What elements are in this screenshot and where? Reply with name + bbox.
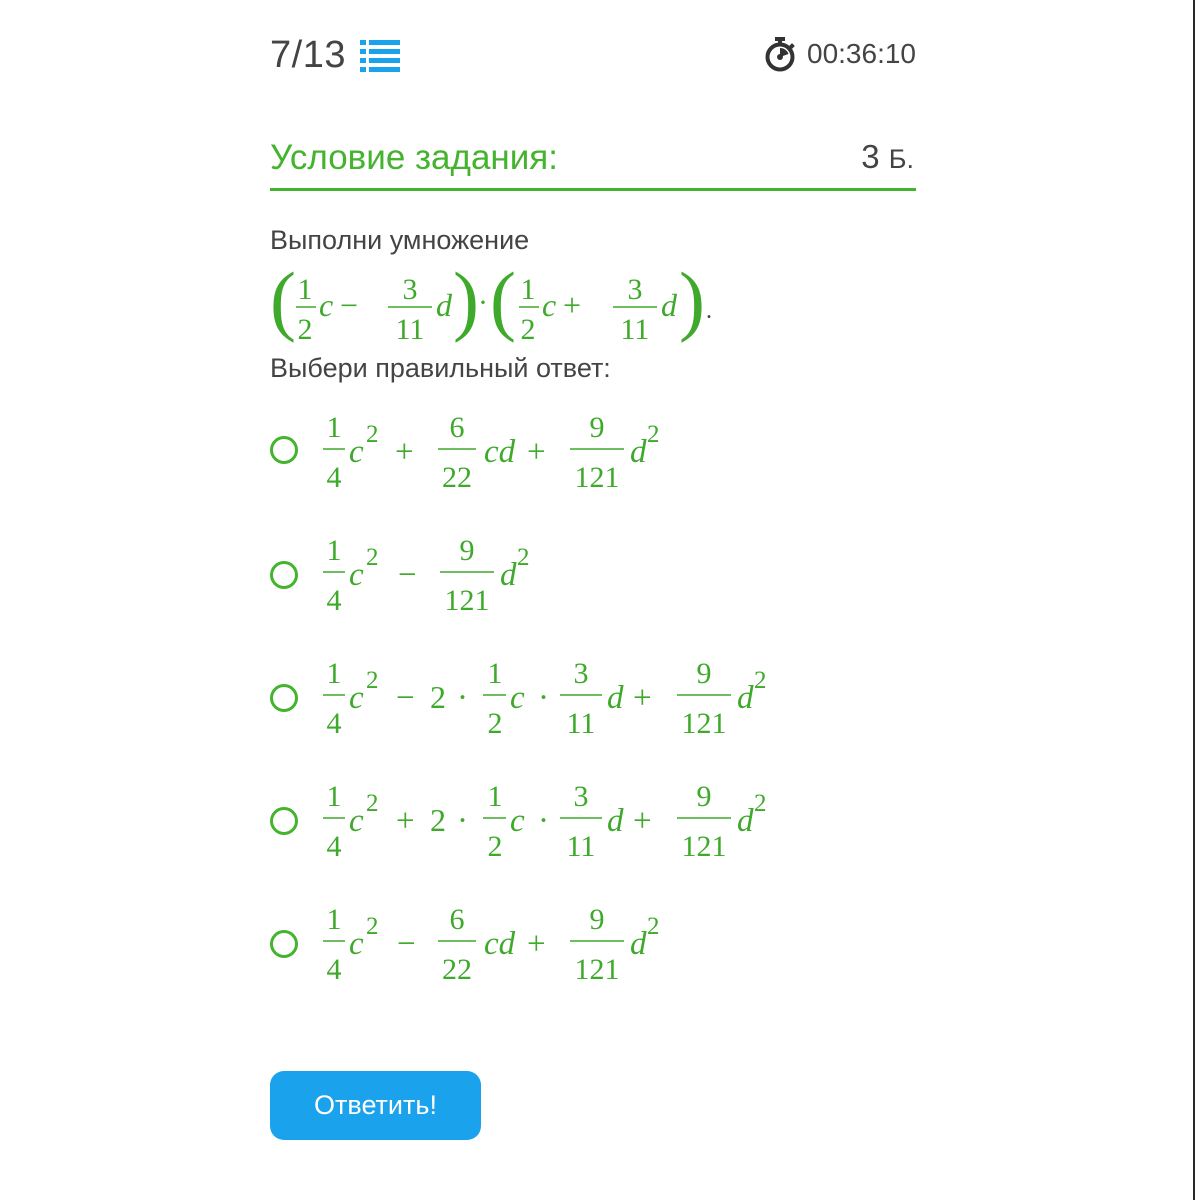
svg-text:2: 2 <box>366 421 379 448</box>
svg-text:cd: cd <box>484 434 516 470</box>
svg-text:(: ( <box>270 262 296 343</box>
svg-text:121: 121 <box>574 953 620 986</box>
svg-text:4: 4 <box>326 707 342 740</box>
svg-text:+: + <box>633 803 652 839</box>
svg-text:·: · <box>457 803 468 839</box>
svg-text:·: · <box>478 286 488 319</box>
svg-text:3: 3 <box>402 273 418 306</box>
answer-option-2[interactable] <box>270 533 570 623</box>
svg-text:3: 3 <box>573 780 589 813</box>
svg-text:121: 121 <box>681 707 727 740</box>
svg-text:+: + <box>633 680 652 716</box>
svg-text:1: 1 <box>326 903 342 936</box>
svg-text:2: 2 <box>430 679 446 715</box>
svg-text:): ) <box>679 262 705 343</box>
svg-text:4: 4 <box>326 830 342 863</box>
svg-text:c: c <box>349 557 364 593</box>
svg-text:·: · <box>538 680 549 716</box>
svg-text:1: 1 <box>326 780 342 813</box>
svg-text:121: 121 <box>444 584 490 617</box>
svg-text:+: + <box>563 287 582 323</box>
progress-counter: 7/13 <box>270 34 346 76</box>
svg-text:d: d <box>607 803 624 839</box>
svg-text:1: 1 <box>487 657 503 690</box>
svg-text:9: 9 <box>696 780 712 813</box>
svg-text:3: 3 <box>627 273 643 306</box>
svg-text:1: 1 <box>297 273 313 306</box>
svg-text:d: d <box>436 287 452 323</box>
stopwatch-icon <box>763 36 797 72</box>
svg-text:c: c <box>349 926 364 962</box>
svg-text:c: c <box>349 434 364 470</box>
svg-text:9: 9 <box>589 903 605 936</box>
svg-text:2: 2 <box>297 313 313 346</box>
svg-text:3: 3 <box>573 657 589 690</box>
svg-text:2: 2 <box>366 667 379 694</box>
radio-button[interactable] <box>270 436 298 464</box>
svg-text:4: 4 <box>326 953 342 986</box>
svg-text:121: 121 <box>681 830 727 863</box>
task-expression <box>270 262 740 354</box>
svg-text:2: 2 <box>754 667 767 694</box>
svg-text:2: 2 <box>517 544 530 571</box>
svg-text:2: 2 <box>366 790 379 817</box>
radio-button[interactable] <box>270 930 298 958</box>
svg-text:2: 2 <box>647 421 660 448</box>
svg-text:c: c <box>349 803 364 839</box>
task-instruction: Выполни умножение <box>270 225 530 255</box>
svg-text:2: 2 <box>520 313 536 346</box>
choose-answer-text: Выбери правильный ответ: <box>270 353 611 383</box>
svg-text:−: − <box>340 287 359 323</box>
svg-text:d: d <box>737 803 754 839</box>
svg-text:d: d <box>661 287 677 323</box>
svg-text:+: + <box>527 926 546 962</box>
answer-option-3[interactable] <box>270 656 810 746</box>
points-badge <box>861 138 914 176</box>
option-3-math <box>320 656 800 746</box>
svg-text:9: 9 <box>696 657 712 690</box>
svg-text:+: + <box>396 803 415 839</box>
timer <box>763 36 916 72</box>
top-bar <box>270 34 916 84</box>
svg-text:2: 2 <box>430 802 446 838</box>
svg-text:1: 1 <box>326 411 342 444</box>
svg-text:·: · <box>538 803 549 839</box>
answer-option-1[interactable] <box>270 410 690 500</box>
option-1-math <box>320 410 690 500</box>
svg-text:11: 11 <box>395 313 425 346</box>
svg-text:11: 11 <box>566 830 596 863</box>
right-edge-line <box>1193 0 1195 1200</box>
svg-text:1: 1 <box>520 273 536 306</box>
svg-text:·: · <box>457 680 468 716</box>
svg-text:cd: cd <box>484 926 516 962</box>
svg-text:c: c <box>349 680 364 716</box>
svg-text:4: 4 <box>326 461 342 494</box>
option-4-math <box>320 779 800 869</box>
radio-button[interactable] <box>270 807 298 835</box>
svg-text:): ) <box>453 262 479 343</box>
svg-text:c: c <box>510 803 525 839</box>
condition-header <box>270 138 916 191</box>
svg-text:22: 22 <box>442 461 472 494</box>
timer-value: 00:36:10 <box>807 38 916 69</box>
svg-text:−: − <box>398 557 417 593</box>
svg-text:1: 1 <box>326 657 342 690</box>
svg-text:d: d <box>737 680 754 716</box>
points-value: 3 <box>861 138 880 175</box>
svg-text:9: 9 <box>589 411 605 444</box>
svg-text:9: 9 <box>459 534 475 567</box>
radio-button[interactable] <box>270 561 298 589</box>
svg-text:+: + <box>395 434 414 470</box>
submit-answer-button[interactable]: Ответить! <box>270 1071 481 1140</box>
svg-text:d: d <box>607 680 624 716</box>
svg-text:d: d <box>630 926 647 962</box>
option-2-math <box>320 533 570 623</box>
svg-text:11: 11 <box>566 707 596 740</box>
svg-text:2: 2 <box>366 913 379 940</box>
list-icon[interactable] <box>360 39 400 73</box>
radio-button[interactable] <box>270 684 298 712</box>
svg-text:.: . <box>706 298 712 324</box>
option-5-math <box>320 902 690 992</box>
svg-text:−: − <box>397 926 416 962</box>
svg-text:c: c <box>510 680 525 716</box>
svg-text:6: 6 <box>449 903 465 936</box>
svg-text:d: d <box>630 434 647 470</box>
svg-text:121: 121 <box>574 461 620 494</box>
svg-text:11: 11 <box>620 313 650 346</box>
svg-text:(: ( <box>490 262 516 343</box>
svg-text:−: − <box>396 680 415 716</box>
svg-text:2: 2 <box>487 830 503 863</box>
svg-text:2: 2 <box>487 707 503 740</box>
svg-text:4: 4 <box>326 584 342 617</box>
answer-option-5[interactable] <box>270 902 690 992</box>
svg-text:2: 2 <box>754 790 767 817</box>
svg-text:+: + <box>527 434 546 470</box>
svg-text:22: 22 <box>442 953 472 986</box>
svg-text:1: 1 <box>326 534 342 567</box>
svg-text:6: 6 <box>449 411 465 444</box>
svg-text:1: 1 <box>487 780 503 813</box>
svg-text:c: c <box>319 287 334 323</box>
svg-text:2: 2 <box>647 913 660 940</box>
condition-title: Условие задания: <box>270 138 558 177</box>
svg-text:c: c <box>542 287 557 323</box>
points-unit: Б. <box>888 144 914 174</box>
svg-text:2: 2 <box>366 544 379 571</box>
svg-text:d: d <box>500 557 517 593</box>
answer-option-4[interactable] <box>270 779 810 869</box>
